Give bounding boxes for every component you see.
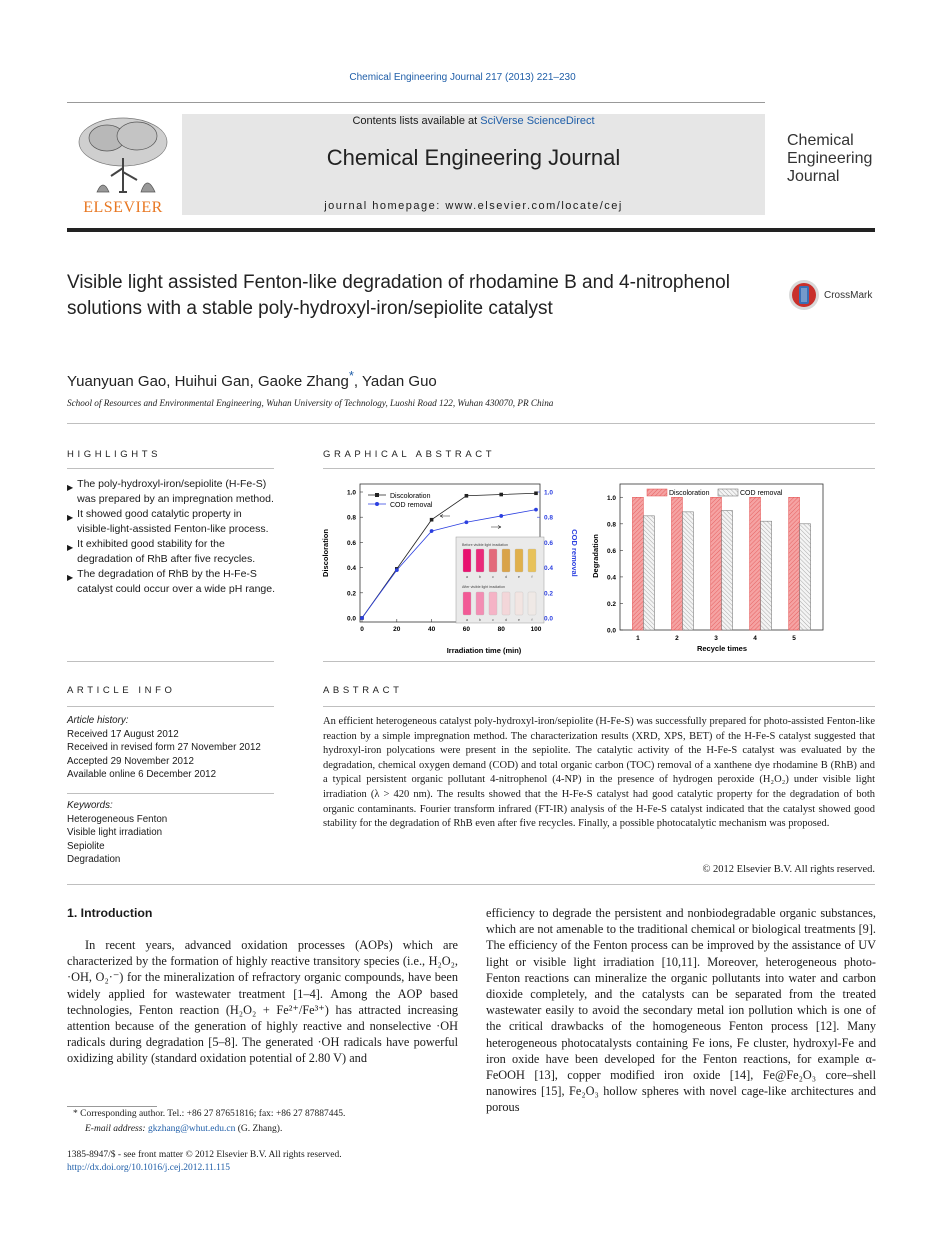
y-tick-label: 0.0 bbox=[606, 627, 616, 635]
keyword: Sepiolite bbox=[67, 840, 105, 852]
x-tick-label: 100 bbox=[530, 626, 542, 633]
bullet-icon: ▶ bbox=[67, 483, 74, 492]
issn-block bbox=[67, 1149, 342, 1175]
abstract-end-rule bbox=[67, 884, 875, 885]
y-tick-label: 1.0 bbox=[606, 494, 616, 502]
abstract-heading: ABSTRACT bbox=[323, 685, 403, 696]
header-thick-rule bbox=[67, 228, 875, 232]
x-tick-label: 60 bbox=[462, 626, 471, 633]
highlights-heading: HIGHLIGHTS bbox=[67, 449, 162, 460]
y2-tick-label: 0.0 bbox=[544, 615, 554, 623]
vial-label: a bbox=[466, 575, 468, 579]
y-tick-label: 0.8 bbox=[346, 514, 356, 522]
keyword: Visible light irradiation bbox=[67, 827, 163, 839]
vial bbox=[528, 549, 536, 572]
y2-tick-label: 1.0 bbox=[544, 489, 554, 497]
list-item bbox=[67, 507, 277, 537]
keywords-block bbox=[67, 799, 277, 867]
email-label: E-mail address: bbox=[85, 1123, 148, 1134]
data-point bbox=[534, 491, 538, 495]
journal-logo bbox=[787, 132, 872, 186]
y2-tick-label: 0.4 bbox=[544, 565, 554, 573]
vial bbox=[476, 592, 484, 615]
chart-legend bbox=[647, 489, 783, 497]
legend-label: COD removal bbox=[740, 490, 783, 497]
logo-line: Chemical bbox=[787, 132, 854, 149]
data-point bbox=[534, 508, 538, 512]
highlight-text: The poly-hydroxyl-iron/sepiolite (H-Fe-S) was prepared by an impregnation method. bbox=[77, 478, 274, 505]
logo-line: Journal bbox=[787, 168, 840, 185]
doi-link[interactable]: http://dx.doi.org/10.1016/j.cej.2012.11.115 bbox=[67, 1163, 230, 1173]
crossmark-badge[interactable] bbox=[788, 279, 872, 311]
vial bbox=[489, 592, 497, 615]
bar-discoloration bbox=[750, 497, 761, 630]
legend-label: COD removal bbox=[390, 502, 433, 509]
intro-heading: 1. Introduction bbox=[67, 906, 153, 920]
article-history bbox=[67, 714, 277, 782]
y2-axis-label: COD removal bbox=[570, 529, 579, 577]
history-label: Article history: bbox=[67, 715, 129, 726]
vial-label: c bbox=[492, 618, 494, 622]
bar-discoloration bbox=[789, 497, 800, 630]
vial-label: c bbox=[492, 575, 494, 579]
bar-cod-removal bbox=[800, 524, 811, 630]
graphical-abstract-rule bbox=[323, 468, 875, 469]
x-tick-label: 20 bbox=[393, 626, 401, 633]
bar-chart bbox=[592, 474, 875, 658]
y-tick-label: 0.2 bbox=[346, 590, 356, 598]
y-tick-label: 0.6 bbox=[346, 539, 356, 547]
highlight-text: The degradation of RhB by the H-Fe-S catalyst could occur over a wide pH range. bbox=[77, 568, 276, 595]
list-item bbox=[67, 567, 277, 597]
data-point bbox=[465, 494, 469, 498]
x-tick-label: 1 bbox=[636, 635, 640, 642]
header-rule bbox=[67, 102, 765, 103]
data-point bbox=[499, 514, 503, 518]
x-tick-label: 3 bbox=[714, 635, 718, 642]
y2-tick-label: 0.6 bbox=[544, 539, 554, 547]
logo-line: Engineering bbox=[787, 150, 873, 167]
data-point bbox=[465, 520, 469, 524]
authors-tail: , Yadan Guo bbox=[353, 373, 437, 390]
legend-label: Discoloration bbox=[390, 493, 431, 500]
vial-label: a bbox=[466, 618, 468, 622]
data-point bbox=[360, 616, 364, 620]
x-tick-label: 2 bbox=[675, 635, 679, 642]
arrow-icon bbox=[491, 526, 501, 529]
history-item: Received 17 August 2012 bbox=[67, 728, 179, 740]
bar-discoloration bbox=[671, 497, 682, 630]
contents-line bbox=[182, 115, 765, 127]
y-tick-label: 1.0 bbox=[346, 489, 356, 497]
x-tick-label: 40 bbox=[427, 626, 436, 633]
vial-label: b bbox=[479, 575, 481, 579]
article-title: Visible light assisted Fenton-like degradation of rhodamine B and 4-nitrophenol solutions with a stable poly-hydroxyl-iron/sepiolite catalyst bbox=[67, 272, 730, 319]
y-tick-label: 0.6 bbox=[606, 547, 616, 555]
graphical-abstract-end-rule bbox=[323, 661, 875, 662]
arrow-icon bbox=[440, 515, 450, 518]
vial-label: f bbox=[531, 618, 533, 622]
article-info-rule bbox=[67, 706, 274, 707]
x-axis-label: Irradiation time (min) bbox=[446, 646, 522, 655]
vial bbox=[502, 549, 510, 572]
data-point bbox=[499, 493, 503, 497]
journal-title: Chemical Engineering Journal bbox=[326, 145, 621, 170]
x-tick-label: 80 bbox=[497, 626, 505, 633]
vial-label: d bbox=[505, 575, 507, 579]
highlights-list bbox=[67, 477, 277, 597]
copyright: © 2012 Elsevier B.V. All rights reserved. bbox=[702, 864, 875, 875]
highlight-text: It exhibited good stability for the degradation of RhB after five recycles. bbox=[77, 538, 256, 565]
section-rule bbox=[67, 423, 875, 424]
y-tick-label: 0.2 bbox=[606, 600, 616, 608]
x-tick-label: 0 bbox=[360, 626, 364, 633]
journal-citation[interactable]: Chemical Engineering Journal 217 (2013) 221–230 bbox=[349, 72, 576, 83]
footnote bbox=[67, 1107, 458, 1136]
bullet-icon: ▶ bbox=[67, 543, 74, 552]
vial bbox=[463, 592, 471, 615]
list-item bbox=[67, 537, 277, 567]
history-item: Accepted 29 November 2012 bbox=[67, 755, 194, 767]
vial bbox=[528, 592, 536, 615]
y-axis-label: Discoloration bbox=[321, 529, 330, 577]
abstract-rule bbox=[323, 706, 875, 707]
y-axis-label: Degradation bbox=[591, 534, 600, 578]
crossmark-icon bbox=[788, 279, 820, 311]
vial bbox=[489, 549, 497, 572]
y2-tick-label: 0.2 bbox=[544, 590, 554, 598]
bullet-icon: ▶ bbox=[67, 513, 74, 522]
vial bbox=[515, 549, 523, 572]
email-tail: (G. Zhang). bbox=[235, 1123, 283, 1134]
history-item: Received in revised form 27 November 2012 bbox=[67, 742, 261, 754]
article-info-heading: ARTICLE INFO bbox=[67, 685, 176, 696]
vial-label: f bbox=[531, 575, 533, 579]
highlight-text: It showed good catalytic property in visible-light-assisted Fenton-like process. bbox=[77, 508, 269, 535]
inset-label: After visible light irradiation bbox=[462, 585, 505, 589]
bar-cod-removal bbox=[761, 521, 772, 630]
keyword: Heterogeneous Fenton bbox=[67, 813, 168, 825]
bar-cod-removal bbox=[643, 516, 654, 630]
vial bbox=[476, 549, 484, 572]
graphical-abstract-heading: GRAPHICAL ABSTRACT bbox=[323, 449, 496, 460]
keywords-label: Keywords: bbox=[67, 800, 113, 811]
author-list bbox=[67, 368, 437, 390]
corresponding-author-note: * Corresponding author. Tel.: +86 27 87651816; fax: +86 27 87887445. bbox=[73, 1109, 346, 1119]
chart-legend bbox=[368, 493, 433, 509]
bar-discoloration bbox=[632, 497, 643, 630]
intro-left-column: In recent years, advanced oxidation processes (AOPs) which are characterized by the formation of highly reactive transitory species (i.e., H₂O₂, ·OH, O₂·⁻) for the mineralization of refractory organic compounds, have been widely applied for wastewater treatment [1–4]. Among the AOP based technologies, Fenton reaction (H₂O₂ + Fe²⁺/Fe³⁺) has attracted increasing attention because of the generation of highly reactive and nonselective ·OH radicals during degradation [5–8]. The generated ·OH radicals have powerful oxidizing ability (standard oxidation potential of 2.80 V) and bbox=[67, 938, 458, 1066]
data-point bbox=[395, 568, 399, 572]
x-tick-label: 4 bbox=[753, 635, 757, 642]
bar-discoloration bbox=[711, 497, 722, 630]
vial-photo-inset bbox=[456, 537, 544, 623]
inset-label: Before visible light irradiation bbox=[462, 543, 508, 547]
crossmark-label: CrossMark bbox=[824, 289, 873, 301]
elsevier-tree-logo bbox=[67, 114, 179, 198]
list-item bbox=[67, 477, 277, 507]
data-point bbox=[430, 518, 434, 522]
y-tick-label: 0.0 bbox=[346, 615, 356, 623]
vial-label: e bbox=[518, 575, 520, 579]
highlights-end-rule bbox=[67, 661, 274, 662]
bar-cod-removal bbox=[722, 511, 733, 630]
affiliation: School of Resources and Environmental Engineering, Wuhan University of Technology, Luoshi Road 122, Wuhan 430070, PR China bbox=[67, 398, 554, 408]
journal-homepage[interactable]: journal homepage: www.elsevier.com/locate/cej bbox=[324, 200, 623, 212]
corresponding-author-mark[interactable]: * bbox=[348, 368, 354, 383]
intro-right-column: efficiency to degrade the persistent and nonbiodegradable organic substances, which are not amenable to the traditional chemical or biological treatments [9]. The efficiency of the Fenton process can be improved by the assistance of UV light or visible light irradiation [10,11]. Moreover, heterogeneous photo-Fenton reactions can mineralize the organic pollutants into water and carbon dioxide completely, and the catalysts can be separated from the treated wastewater easily to avoid the secondary metal ion pollution which is one of the critical drawbacks of the homogeneous Fenton process [12]. Many heterogeneous photocatalysts containing Fe ions, Fe cluster, hydroxyl-Fe and iron oxide have been developed for the Fenton reactions, for example α-FeOOH [13], copper modified iron oxide [14], Fe@Fe₂O₃ core–shell nanowires [15], Fe₂O₃ hollow spheres with novel cage-like architectures and porous bbox=[486, 906, 876, 1115]
vial bbox=[515, 592, 523, 615]
publisher-wordmark: ELSEVIER bbox=[83, 199, 163, 216]
keywords-rule bbox=[67, 793, 274, 794]
abstract-text: An efficient heterogeneous catalyst poly-hydroxyl-iron/sepiolite (H-Fe-S) was successfully prepared for photo-assisted Fenton-like reaction by a simple impregnation method. The characterization results (XRD, XPS, BET) of the H-Fe-S catalyst suggested that hydroxyl-iron polycations were present in the sepiolite. The catalytic activity of the H-Fe-S catalyst was evaluated by the degradation, chemical oxygen demand (COD) and total organic carbon (TOC) removal of a xanthene dye rhodamine B (RhB) and a typical persistent organic pollutant 4-nitrophenol (4-NP) in the presence of hydrogen peroxide (H₂O₂) under visible light irradiation (λ > 420 nm). The results showed that the H-Fe-S catalyst had good catalytic property for the degradation of both organic contaminants. Fourier transform infrared (FT-IR) analysis of the H-Fe-S catalyst indicated that the catalyst showed good stability for the degradation of RhB even after five recycles. Finally, a possible photocatalytic mechanism was proposed. bbox=[323, 716, 875, 830]
y-tick-label: 0.8 bbox=[606, 521, 616, 529]
history-item: Available online 6 December 2012 bbox=[67, 769, 217, 781]
contents-prefix: Contents lists available at bbox=[352, 115, 481, 127]
bar-cod-removal bbox=[682, 512, 693, 630]
bullet-icon: ▶ bbox=[67, 573, 74, 582]
vial-label: b bbox=[479, 618, 481, 622]
x-axis-label: Recycle times bbox=[696, 644, 748, 653]
legend-label: Discoloration bbox=[669, 490, 710, 497]
x-tick-label: 5 bbox=[792, 635, 796, 642]
vial-label: e bbox=[518, 618, 520, 622]
y2-tick-label: 0.8 bbox=[544, 514, 554, 522]
data-point bbox=[430, 529, 434, 533]
line-chart bbox=[316, 474, 592, 658]
y-tick-label: 0.4 bbox=[606, 574, 616, 582]
highlights-rule bbox=[67, 468, 274, 469]
email-link[interactable]: gkzhang@whut.edu.cn bbox=[147, 1123, 236, 1134]
y-tick-label: 0.4 bbox=[346, 565, 356, 573]
issn-line: 1385-8947/$ - see front matter © 2012 Elsevier B.V. All rights reserved. bbox=[67, 1150, 342, 1160]
sciencedirect-link[interactable]: SciVerse ScienceDirect bbox=[480, 115, 595, 127]
keyword: Degradation bbox=[67, 854, 121, 866]
authors-main: Yuanyuan Gao, Huihui Gan, Gaoke Zhang bbox=[67, 373, 349, 390]
vial-label: d bbox=[505, 618, 507, 622]
vial bbox=[502, 592, 510, 615]
vial bbox=[463, 549, 471, 572]
